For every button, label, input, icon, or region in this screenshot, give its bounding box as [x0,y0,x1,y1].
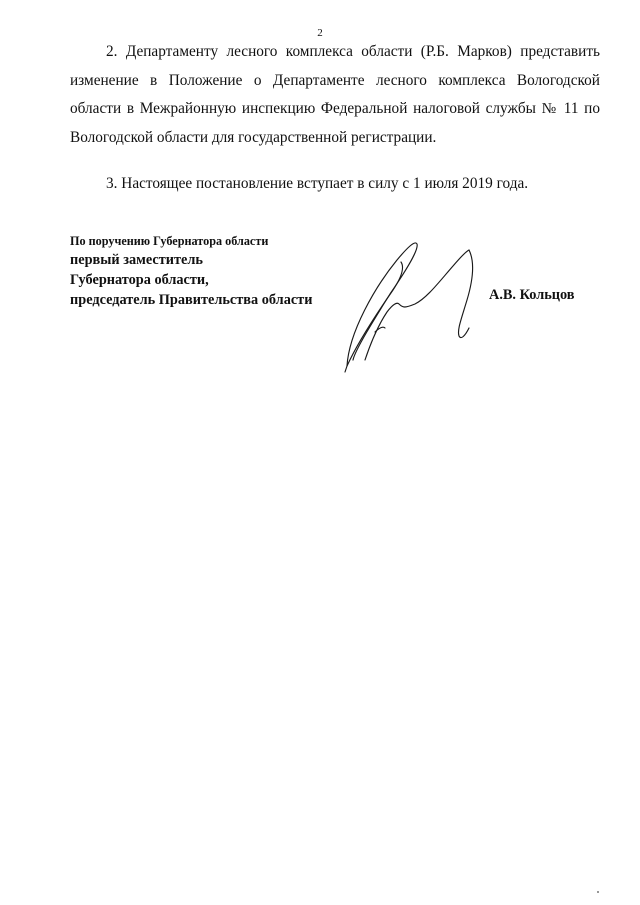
paragraph-2: 2. Департаменту лесного комплекса области (Р.Б. Марков) представить изменение в Положение о Департаменте лесного комплекса Вологодской области в Межрайонную инспекцию Федеральной налоговой службы № 11 по Вологодской области для государственной регистрации. [70,43,600,146]
paragraph-3: 3. Настоящее постановление вступает в силу с 1 июля 2019 года. [106,175,529,192]
signature-block [70,232,312,310]
signature-authority-line: По поручению Губернатора области [70,234,269,248]
signer-name: А.В. Кольцов [489,287,575,303]
signer-title-line-3: председатель Правительства области [70,292,313,308]
scan-speck [597,891,599,893]
page-number: 2 [317,27,323,39]
signer-title-line-2: Губернатора области, [70,272,209,288]
handwritten-signature [335,232,495,377]
signer-title-line-1: первый заместитель [70,252,203,268]
